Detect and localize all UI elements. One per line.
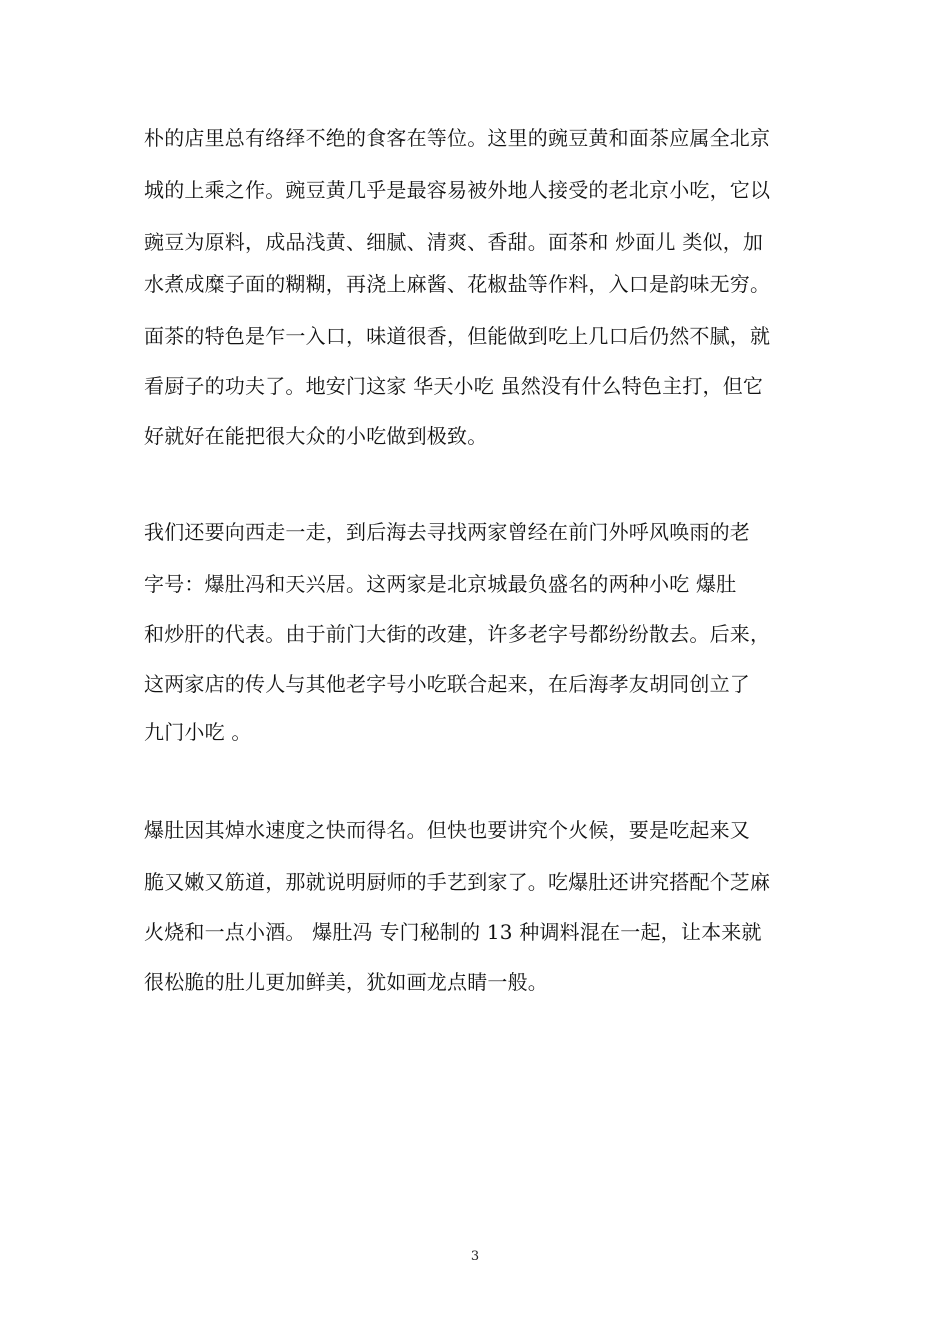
text-line: 好就好在能把很大众的小吃做到极致。 <box>144 424 488 448</box>
text-line: 字号：爆肚冯和天兴居。这两家是北京城最负盛名的两种小吃 爆肚 <box>144 572 737 596</box>
text-line: 和炒肝的代表。由于前门大街的改建，许多老字号都纷纷散去。后来， <box>144 622 771 646</box>
text-line: 水煮成糜子面的糊糊，再浇上麻酱、花椒盐等作料，入口是韵味无穷。 <box>144 272 771 296</box>
text-line: 面茶的特色是乍一入口，味道很香，但能做到吃上几口后仍然不腻，就 <box>144 324 771 348</box>
text-line: 很松脆的肚儿更加鲜美，犹如画龙点睛一般。 <box>144 970 548 994</box>
text-line: 这两家店的传人与其他老字号小吃联合起来，在后海孝友胡同创立了 <box>144 672 750 696</box>
text-line: 看厨子的功夫了。地安门这家 华天小吃 虽然没有什么特色主打，但它 <box>144 374 764 398</box>
text-line: 豌豆为原料，成品浅黄、细腻、清爽、香甜。面茶和 炒面儿 类似，加 <box>144 230 764 254</box>
text-line: 火烧和一点小酒。 爆肚冯 专门秘制的 13 种调料混在一起，让本来就 <box>144 920 762 944</box>
text-line: 我们还要向西走一走，到后海去寻找两家曾经在前门外呼风唤雨的老 <box>144 520 750 544</box>
text-line: 九门小吃 。 <box>144 720 252 744</box>
text-line: 城的上乘之作。豌豆黄几乎是最容易被外地人接受的老北京小吃，它以 <box>144 178 771 202</box>
text-line: 朴的店里总有络绎不绝的食客在等位。这里的豌豆黄和面茶应属全北京 <box>144 126 771 150</box>
text-line: 爆肚因其焯水速度之快而得名。但快也要讲究个火候，要是吃起来又 <box>144 818 750 842</box>
text-line: 脆又嫩又筋道，那就说明厨师的手艺到家了。吃爆肚还讲究搭配个芝麻 <box>144 870 771 894</box>
page-number: 3 <box>470 1249 480 1264</box>
